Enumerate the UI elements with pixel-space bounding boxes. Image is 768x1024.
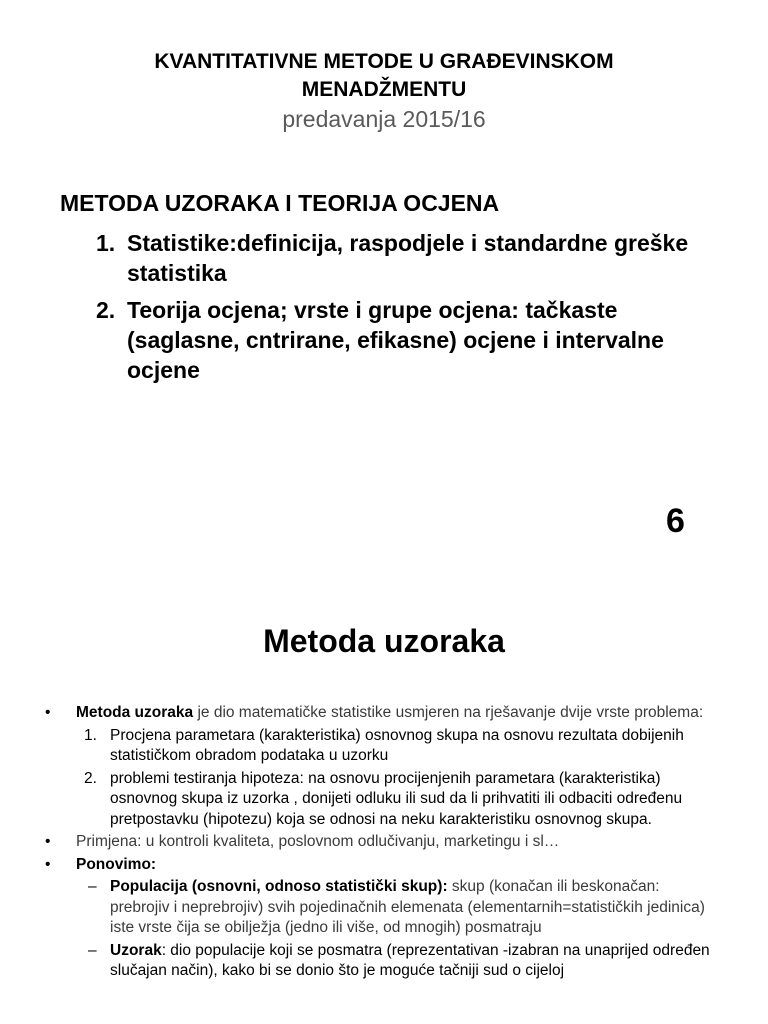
section-heading: METODA UZORAKA I TEORIJA OCJENA <box>60 190 500 216</box>
subitem-number: 1. <box>84 726 97 744</box>
subitem-text: problemi testiranja hipoteza: na osnovu procijenjenih parametara (karakteristika) osnovnog skupa iz uzorka , donijeti odluku ili sud da li prihvatiti ili odbaciti određenu pretpostavku (hipotezu) koja se odnosi na neku karakteristiku osnovnog skupa. <box>110 769 683 828</box>
numbered-subitem <box>0 726 720 767</box>
page-title-line1: KVANTITATIVNE METODE U GRAĐEVINSKOM <box>154 50 614 73</box>
page-title-line2: MENADŽMENTU <box>301 78 467 101</box>
topic-number: 1. <box>96 230 116 256</box>
dash-mark: – <box>88 878 97 895</box>
topic-item-1 <box>96 228 696 288</box>
slide-title: Metoda uzoraka <box>263 623 505 659</box>
bullet-item <box>0 703 726 724</box>
bullet-text: je dio matematičke statistike usmjeren na rješavanje dvije vrste problema: <box>193 704 704 721</box>
bullet-dot: • <box>45 704 51 721</box>
topic-item-2 <box>96 295 696 385</box>
dash-subitem <box>0 941 720 982</box>
dash-subitem <box>0 877 720 939</box>
bullet-text: Primjena: u kontroli kvaliteta, poslovnom odlučivanju, marketingu i sl… <box>76 833 560 850</box>
slide-body <box>0 703 768 984</box>
topic-text: Statistike:definicija, raspodjele i standardne greške statistika <box>127 230 689 286</box>
subitem-text: skup (konačan ili beskonačan: prebrojiv i neprebrojiv) svih pojedinačnih elemenata (elementarnih=statističkih jedinica) iste vrste čija se obilježja (jedno ili više, od mnogih) posmatraju <box>110 878 705 936</box>
subitem-text: : dio populacije koji se posmatra (reprezentativan -izabran na unaprijed određen slučajan način), kako bi se donio što je moguće tačniji sud o cijeloj <box>110 941 710 979</box>
bullet-bold-text: Metoda uzoraka <box>76 704 194 721</box>
slide-number: 6 <box>666 502 685 540</box>
bullet-bold-text: Ponovimo: <box>76 855 157 873</box>
dash-mark: – <box>88 941 97 959</box>
subitem-number: 2. <box>84 769 97 787</box>
bullet-item <box>0 855 726 876</box>
subitem-bold-text: Uzorak <box>110 941 162 959</box>
topic-number: 2. <box>96 297 116 323</box>
subitem-text: Procjena parametara (karakteristika) osnovnog skupa na osnovu rezultata dobijenih statističkom obradom podataka u uzorku <box>110 726 684 764</box>
subitem-bold-text: Populacija (osnovni, odnoso statistički skup): <box>110 878 448 895</box>
bullet-item <box>0 832 726 853</box>
page-subtitle: predavanja 2015/16 <box>282 106 486 132</box>
numbered-subitem <box>0 769 720 831</box>
topic-text: Teorija ocjena; vrste i grupe ocjena: tačkaste (saglasne, cntrirane, efikasne) ocjene i intervalne ocjene <box>127 297 664 383</box>
bullet-dot: • <box>45 855 51 873</box>
bullet-dot: • <box>45 833 51 850</box>
